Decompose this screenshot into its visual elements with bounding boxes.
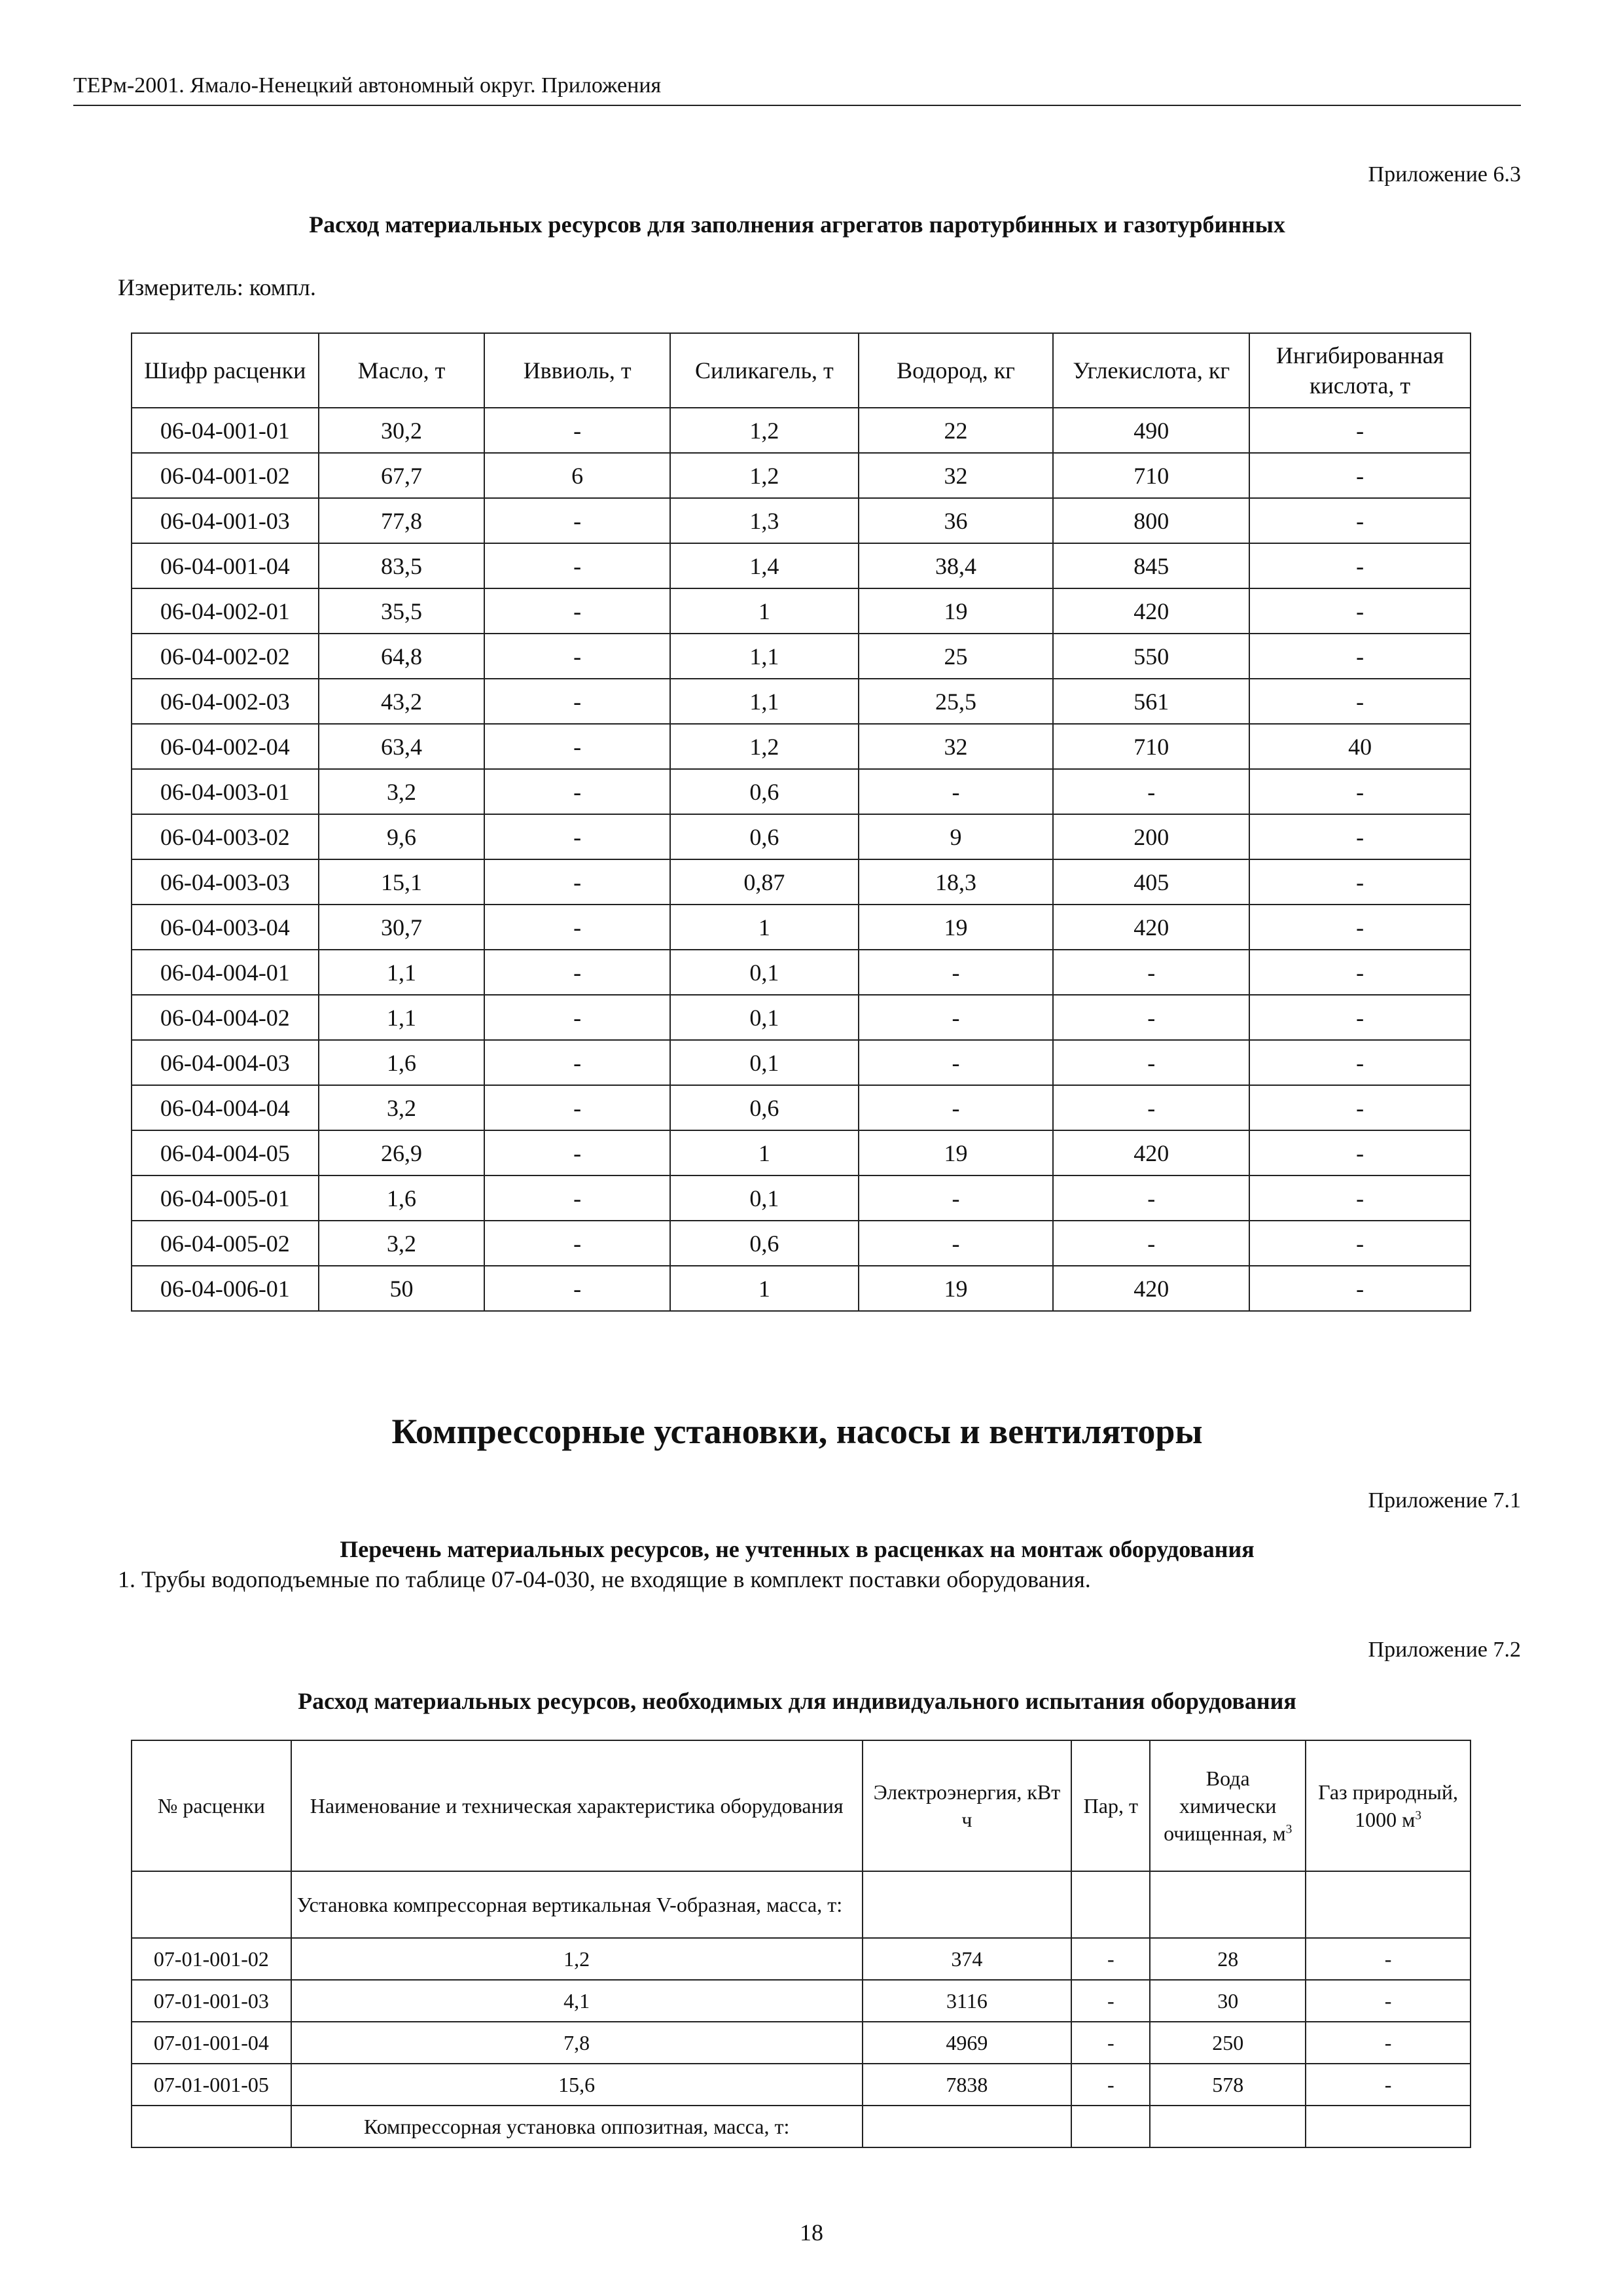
table-cell: 30,7 [319,905,485,950]
table-cell: 1,6 [319,1175,485,1221]
table-cell: 83,5 [319,543,485,588]
materials-table-6-3 [131,332,1471,1312]
col-header-ivviol: Иввиоль, т [484,333,670,408]
table-cell: - [859,950,1054,995]
table-row [132,1980,1471,2022]
table-cell: - [1071,2064,1150,2106]
col-header-water-text: Вода химически очищенная, м [1164,1767,1286,1845]
table-cell: 1,2 [670,453,859,498]
table-cell: - [859,1085,1054,1130]
table-cell: 06-04-001-02 [132,453,319,498]
empty-cell [863,1871,1072,1938]
table-cell: 1,1 [319,950,485,995]
table-cell: 07-01-001-02 [132,1938,291,1980]
table-cell: 0,1 [670,1040,859,1085]
table-cell: 30 [1150,1980,1306,2022]
table-cell: 19 [859,1266,1054,1311]
table-cell: - [1053,950,1249,995]
table-cell: 19 [859,1130,1054,1175]
table-cell: 1,2 [670,724,859,769]
table-cell: - [859,995,1054,1040]
empty-cell [1306,1871,1471,1938]
subheader-opposed-compressor: Компрессорная установка оппозитная, масса, т: [291,2106,863,2147]
table-cell: 06-04-006-01 [132,1266,319,1311]
table-cell: - [1071,1938,1150,1980]
table-cell: 06-04-005-01 [132,1175,319,1221]
table-cell: 4969 [863,2022,1072,2064]
table-row [132,1130,1471,1175]
table-cell: 420 [1053,1266,1249,1311]
table-cell: 06-04-002-02 [132,634,319,679]
table-cell: 25,5 [859,679,1054,724]
col-header-code: Шифр расценки [132,333,319,408]
table-cell: 06-04-004-05 [132,1130,319,1175]
table-cell: 0,6 [670,814,859,859]
table-cell: 200 [1053,814,1249,859]
subheader-vertical-compressor: Установка компрессорная вертикальная V-образная, масса, т: [291,1871,863,1938]
table-cell: 06-04-003-04 [132,905,319,950]
table-cell: 06-04-003-03 [132,859,319,905]
table1-title: Расход материальных ресурсов для заполнения агрегатов паротурбинных и газотурбинных [309,211,1285,238]
table-cell: - [484,679,670,724]
table-cell: - [1053,1085,1249,1130]
table-cell: 67,7 [319,453,485,498]
empty-cell [1150,1871,1306,1938]
col-header-gas-text: Газ природный, 1000 м [1318,1780,1459,1831]
table-cell: 0,87 [670,859,859,905]
table-cell: 26,9 [319,1130,485,1175]
table-cell: - [1249,543,1471,588]
col-header-co2: Углекислота, кг [1053,333,1249,408]
table-cell: 3,2 [319,1085,485,1130]
running-header: ТЕРм-2001. Ямало-Ненецкий автономный округ. Приложения [73,73,662,98]
table-cell: - [484,769,670,814]
table1-unit: Измеритель: компл. [118,274,316,300]
section-title: Компрессорные установки, насосы и вентиляторы [391,1412,1203,1451]
page-number: 18 [800,2219,823,2246]
table-cell: 50 [319,1266,485,1311]
cubic-superscript: 3 [1285,1822,1293,1837]
table-cell: 22 [859,408,1054,453]
table-cell: 710 [1053,453,1249,498]
appendix-6-3-label: Приложение 6.3 [1368,162,1521,187]
table-row [132,453,1471,498]
table-cell: 06-04-003-02 [132,814,319,859]
table-cell: 800 [1053,498,1249,543]
table-cell: 06-04-001-03 [132,498,319,543]
table-cell: 1,2 [670,408,859,453]
table2-subheader-row [132,1871,1471,1938]
col-header-equipment-name: Наименование и техническая характеристика оборудования [291,1740,863,1871]
table-cell: 06-04-005-02 [132,1221,319,1266]
table-cell: 9,6 [319,814,485,859]
table-cell: - [484,995,670,1040]
table-cell: - [1249,1221,1471,1266]
table-cell: - [1053,769,1249,814]
table-cell: 77,8 [319,498,485,543]
table-cell: 9 [859,814,1054,859]
table-cell: 1,2 [291,1938,863,1980]
table-cell: - [1249,814,1471,859]
table-cell: - [484,634,670,679]
table-cell: - [1249,588,1471,634]
table-cell: 7,8 [291,2022,863,2064]
table-row [132,814,1471,859]
table-cell: - [1071,1980,1150,2022]
table-cell: - [1306,1938,1471,1980]
table-cell: 06-04-004-04 [132,1085,319,1130]
table-cell: 0,6 [670,1221,859,1266]
table-cell: 1,1 [670,634,859,679]
table-cell: 1 [670,588,859,634]
table-cell: - [484,588,670,634]
table-row [132,1175,1471,1221]
table-cell: 405 [1053,859,1249,905]
table-cell: - [1249,1085,1471,1130]
table-cell: 578 [1150,2064,1306,2106]
table-cell: 710 [1053,724,1249,769]
table-cell: 38,4 [859,543,1054,588]
table-cell: 32 [859,724,1054,769]
col-header-steam: Пар, т [1071,1740,1150,1871]
table-cell: - [1249,498,1471,543]
table-cell: - [1306,2022,1471,2064]
table-cell: 1 [670,1130,859,1175]
table-cell: 0,6 [670,1085,859,1130]
table-cell: 06-04-003-01 [132,769,319,814]
table-cell: - [484,814,670,859]
table-cell: 420 [1053,588,1249,634]
table-cell: - [1249,859,1471,905]
table-cell: - [1306,2064,1471,2106]
table-cell: 18,3 [859,859,1054,905]
col-header-silicagel: Силикагель, т [670,333,859,408]
table-cell: 6 [484,453,670,498]
table-cell: 1,1 [319,995,485,1040]
table-row [132,1266,1471,1311]
table-cell: - [1053,1040,1249,1085]
table-cell: 30,2 [319,408,485,453]
col-header-rate-number: № расценки [132,1740,291,1871]
table-row [132,1221,1471,1266]
table-cell: - [859,769,1054,814]
table-cell: - [1249,950,1471,995]
appendix-7-1-item: 1. Трубы водоподъемные по таблице 07-04-030, не входящие в комплект поставки оборудования. [118,1566,1091,1592]
table-row [132,408,1471,453]
table-cell: - [484,1040,670,1085]
table-cell: 3116 [863,1980,1072,2022]
table-cell: - [1249,679,1471,724]
table1-header-row [132,333,1471,408]
table-cell: - [484,1085,670,1130]
table-cell: 06-04-002-04 [132,724,319,769]
table-cell: 1,4 [670,543,859,588]
table-cell: 06-04-001-01 [132,408,319,453]
table-cell: 06-04-002-01 [132,588,319,634]
col-header-water [1150,1740,1306,1871]
table-cell: 35,5 [319,588,485,634]
table-cell: - [1249,995,1471,1040]
table-row [132,634,1471,679]
table-cell: 06-04-001-04 [132,543,319,588]
table-cell: 25 [859,634,1054,679]
table-cell: - [1249,408,1471,453]
table-cell: 07-01-001-05 [132,2064,291,2106]
table-row [132,2064,1471,2106]
table2-header-row [132,1740,1471,1871]
table2-subheader-row [132,2106,1471,2147]
table-cell: 06-04-004-03 [132,1040,319,1085]
table-cell: 7838 [863,2064,1072,2106]
table-cell: - [1249,769,1471,814]
table-row [132,2022,1471,2064]
table-cell: 28 [1150,1938,1306,1980]
table-cell: - [484,1221,670,1266]
table-cell: - [1071,2022,1150,2064]
table-cell: 06-04-002-03 [132,679,319,724]
col-header-oil: Масло, т [319,333,485,408]
table-cell: - [1053,1221,1249,1266]
table-cell: 07-01-001-04 [132,2022,291,2064]
table-cell: - [859,1040,1054,1085]
table-cell: 19 [859,905,1054,950]
table-cell: - [1053,995,1249,1040]
appendix-7-1-title: Перечень материальных ресурсов, не учтенных в расценках на монтаж оборудования [340,1536,1255,1562]
empty-cell [1150,2106,1306,2147]
table-cell: 3,2 [319,1221,485,1266]
table-row [132,1040,1471,1085]
table-cell: - [1249,453,1471,498]
table-cell: 1,1 [670,679,859,724]
table-cell: 550 [1053,634,1249,679]
table-row [132,905,1471,950]
col-header-acid: Ингибированная кислота, т [1249,333,1471,408]
table-cell: 06-04-004-01 [132,950,319,995]
table-cell: - [484,1130,670,1175]
table-cell: 561 [1053,679,1249,724]
table-cell: - [1249,634,1471,679]
table-cell: 1,3 [670,498,859,543]
empty-cell [132,1871,291,1938]
table-cell: - [1249,1130,1471,1175]
table-cell: 0,6 [670,769,859,814]
table-cell: - [1249,905,1471,950]
table-cell: 63,4 [319,724,485,769]
table-cell: - [1249,1040,1471,1085]
table-row [132,859,1471,905]
table-cell: - [484,905,670,950]
table-cell: 3,2 [319,769,485,814]
table-cell: 250 [1150,2022,1306,2064]
cubic-superscript: 3 [1415,1808,1421,1823]
table-cell: - [484,543,670,588]
col-header-hydrogen: Водород, кг [859,333,1054,408]
table-cell: - [484,498,670,543]
table-row [132,950,1471,995]
empty-cell [1306,2106,1471,2147]
table-cell: 43,2 [319,679,485,724]
table-cell: 0,1 [670,950,859,995]
table-cell: - [484,859,670,905]
table-cell: 1 [670,1266,859,1311]
table-cell: 15,6 [291,2064,863,2106]
table-cell: 1,6 [319,1040,485,1085]
appendix-7-2-label: Приложение 7.2 [1368,1638,1521,1662]
table-cell: - [484,408,670,453]
table-cell: 19 [859,588,1054,634]
table-cell: 490 [1053,408,1249,453]
table-row [132,724,1471,769]
table-cell: - [1053,1175,1249,1221]
table-cell: 845 [1053,543,1249,588]
table-row [132,1938,1471,1980]
table-cell: 4,1 [291,1980,863,2022]
table-cell: 1 [670,905,859,950]
table-cell: 0,1 [670,995,859,1040]
table-cell: 40 [1249,724,1471,769]
table-row [132,679,1471,724]
table-row [132,543,1471,588]
table-cell: 06-04-004-02 [132,995,319,1040]
table-row [132,995,1471,1040]
table-cell: - [859,1175,1054,1221]
table-cell: 15,1 [319,859,485,905]
table-row [132,588,1471,634]
table-cell: - [1249,1266,1471,1311]
table-cell: - [484,950,670,995]
col-header-electricity: Электроэнергия, кВт ч [863,1740,1072,1871]
table-row [132,769,1471,814]
table-cell: - [1249,1175,1471,1221]
table-cell: - [1306,1980,1471,2022]
table-row [132,498,1471,543]
table-cell: 374 [863,1938,1072,1980]
table-cell: - [859,1221,1054,1266]
table-cell: - [484,1175,670,1221]
table2-title: Расход материальных ресурсов, необходимых для индивидуального испытания оборудования [298,1688,1296,1714]
empty-cell [863,2106,1072,2147]
table-cell: 420 [1053,905,1249,950]
materials-table-7-2 [131,1740,1471,2148]
empty-cell [1071,1871,1150,1938]
header-rule [73,105,1521,106]
table-cell: 0,1 [670,1175,859,1221]
col-header-gas [1306,1740,1471,1871]
table-cell: - [484,1266,670,1311]
table-cell: 32 [859,453,1054,498]
table-cell: 420 [1053,1130,1249,1175]
empty-cell [1071,2106,1150,2147]
table-cell: 36 [859,498,1054,543]
table-cell: 07-01-001-03 [132,1980,291,2022]
table-cell: 64,8 [319,634,485,679]
appendix-7-1-label: Приложение 7.1 [1368,1488,1521,1513]
empty-cell [132,2106,291,2147]
table-cell: - [484,724,670,769]
table-row [132,1085,1471,1130]
